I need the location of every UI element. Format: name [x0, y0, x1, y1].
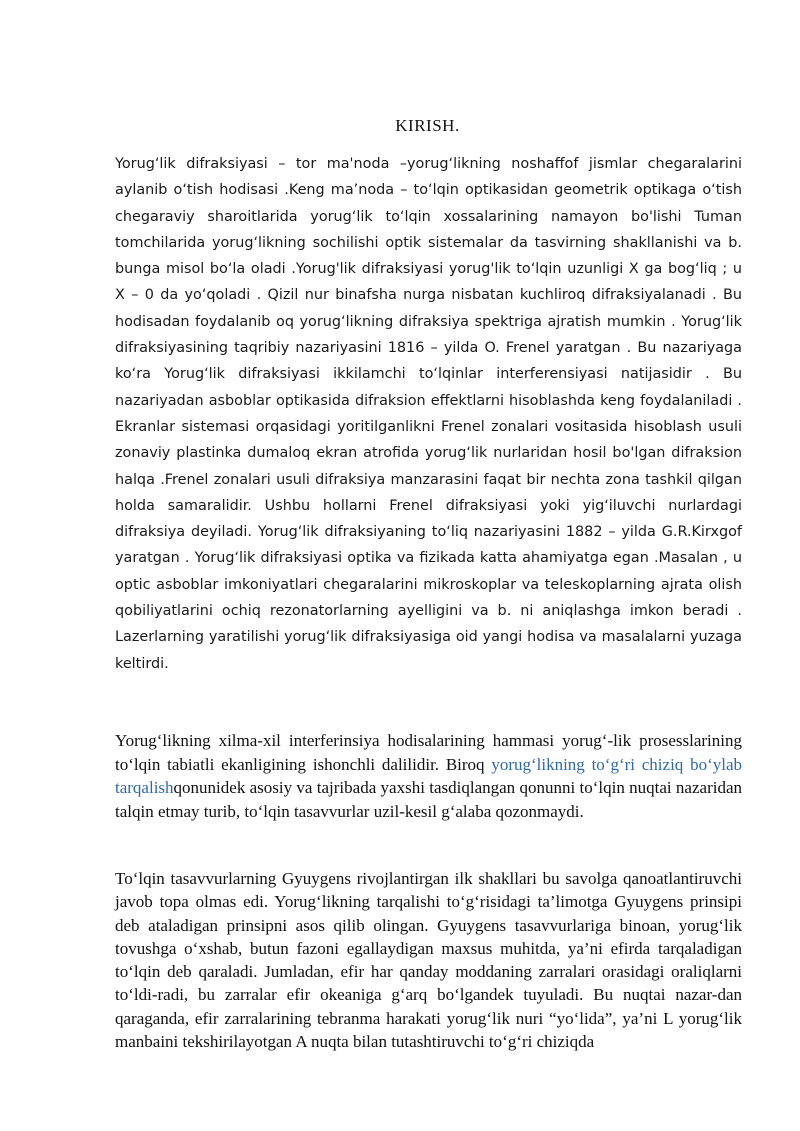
paragraph-interference — [115, 729, 742, 823]
page-title: KIRISH. — [395, 116, 460, 135]
hyperlink-rectilinear-propagation[interactable]: yorug‘likning to‘g‘ri chiziq bo‘ylab tarqalish — [115, 754, 742, 797]
paragraph-text: qonunidek asosiy va tajribada yaxshi tasdiqlangan qonunni to‘lqin nuqtai nazaridan talqin etmay turib, to‘lqin tasavvurlar uzil-kesil g‘alaba qozonmaydi. — [115, 778, 742, 821]
paragraph-huygens: To‘lqin tasavvurlarning Gyuygens rivojlantirgan ilk shakllari bu savolga qanoatlantiruvchi javob topa olmas edi. Yorug‘likning tarqalishi to‘g‘risidagi ta’limotga Gyuygens prinsipi deb ataladigan prinsipni asos qilib olingan. Gyuygens tasavvurlariga binoan, yorug‘lik tovushga o‘xshab, butun fazoni egallaydigan maxsus muhitda, ya’ni efirda tarqaladigan to‘lqin deb qaraladi. Jumladan, efir har qanday moddaning zarralari orasidagi oraliqlarni to‘ldi-radi, bu zarralar efir okeaniga g‘arq bo‘lgandek tuyuladi. Bu nuqtai nazar-dan qaraganda, efir zarralarining tebranma harakati yorug‘lik nuri “yo‘lida”, ya’ni L yorug‘lik manbaini tekshirilayotgan A nuqta bilan tutashtiruvchi to‘g‘ri chiziqda — [115, 869, 742, 1052]
paragraph-text: Yorug‘likning xilma-xil interferinsiya hodisalarining hammasi yorug‘-lik prosesslarining to‘lqin tabiatli ekanligining ishonchli dalilidir. Biroq — [115, 731, 742, 774]
paragraph-diffraction-intro: Yorug‘lik difraksiyasi – tor ma'noda –yorug‘likning noshaffof jismlar chegaralarini aylanib o‘tish hodisasi .Keng ma’noda – to‘lqin optikasidan geometrik optikaga o‘tish chegaraviy sharoitlarida yorug‘lik to‘lqin xossalarining namayon bo'lishi Tuman tomchilarida yorug‘likning sochilishi optik sistemalar da tasvirning shakllanishi va b. bunga misol bo‘la oladi .Yorug'lik difraksiyasi yorug'lik to‘lqin uzunligi X ga bog‘liq ; u X – 0 da yo‘qoladi . Qizil nur binafsha nurga nisbatan kuchliroq difraksiyalanadi . Bu hodisadan foydalanib oq yorug‘likning difraksiya spektriga ajratish mumkin . Yorug‘lik difraksiyasining taqribiy nazariyasini 1816 – yilda O. Frenel yaratgan . Bu nazariyaga ko‘ra Yorug‘lik difraksiyasi ikkilamchi to‘lqinlar interferensiyasi natijasidir . Bu nazariyadan asboblar optikasida difraksion effektlarni hisoblashda keng foydalaniladi . Ekranlar sistemasi orqasidagi yoritilganlikni Frenel zonalari vositasida hisoblash usuli zonaviy plastinka dumaloq ekran atrofida yorug‘lik nurlaridan hosil bo'lgan difraksion halqa .Frenel zonalari usuli difraksiya manzarasini faqat bir nechta zona tashkil qilgan holda samaralidir. Ushbu hollarni Frenel difraksiyasi yoki yig‘iluvchi nurlardagi difraksiya deyiladi. Yorug‘lik difraksiyaning to‘liq nazariyasini 1882 – yilda G.R.Kirxgof yaratgan . Yorug‘lik difraksiyasi optika va fizikada katta ahamiyatga egan .Masalan , u optic asboblar imkoniyatlari chegaralarini mikroskoplar va teleskoplarning ajrata olish qobiliyatlarini ochiq rezonatorlarning ayelligini va b. ni aniqlashga imkon beradi . Lazerlarning yaratilishi yorug‘lik difraksiyasiga oid yangi hodisa va masalalarni yuzaga keltirdi. — [115, 156, 742, 672]
